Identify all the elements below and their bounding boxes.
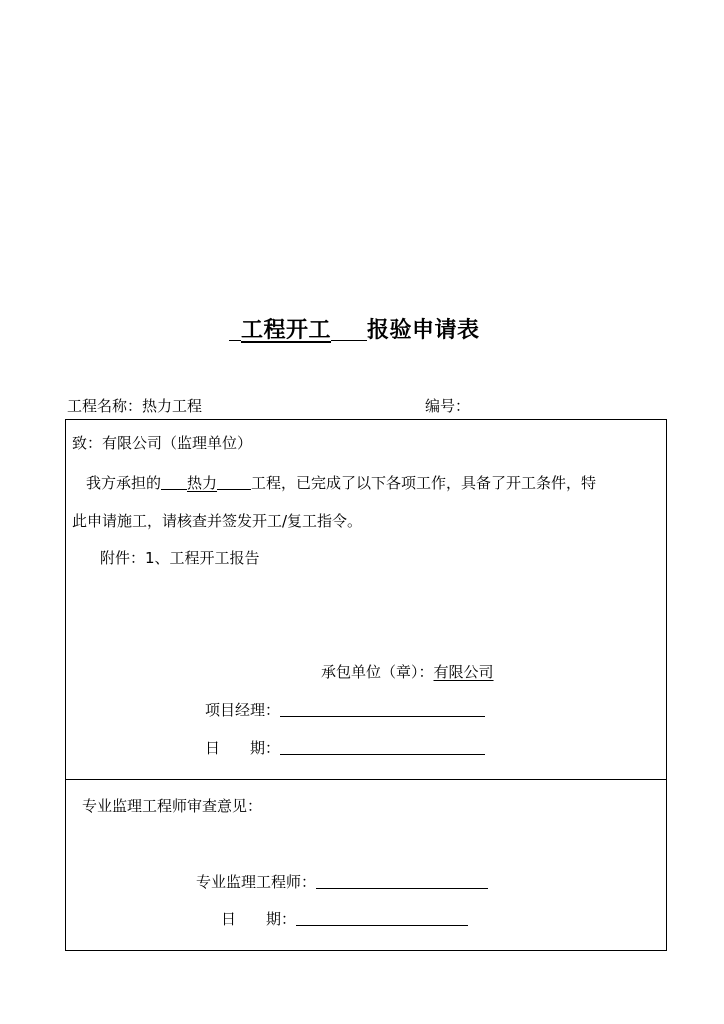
engineer-label: 专业监理工程师： xyxy=(196,873,317,891)
engineer-signature-line xyxy=(316,874,488,889)
pm-label: 项目经理： xyxy=(205,701,281,719)
body-part2: 工程，已完成了以下各项工作，具备了开工条件，特 xyxy=(251,474,597,492)
contractor-value: 有限公司 xyxy=(433,663,494,681)
body-part1: 我方承担的 xyxy=(86,474,162,492)
body-project: 热力 xyxy=(187,474,218,492)
title-suffix: 报验申请表 xyxy=(367,318,480,343)
pm-signature-line xyxy=(280,702,485,717)
date-row-1 xyxy=(205,737,485,758)
form-number-label: 编号： xyxy=(425,397,471,415)
date-row-2 xyxy=(221,908,468,929)
project-name-label: 工程名称： xyxy=(67,397,143,415)
date-label-2: 日 期： xyxy=(221,910,297,928)
title-prefix: 工程开工 xyxy=(241,318,332,343)
blank-underline xyxy=(161,475,187,490)
project-manager-row xyxy=(205,699,485,720)
date-label-1: 日 期： xyxy=(205,739,281,757)
project-name-value: 热力工程 xyxy=(142,397,203,415)
engineer-row xyxy=(196,871,488,892)
contractor-label: 承包单位（章）： xyxy=(321,663,434,681)
body-line-2: 此申请施工，请核查并签发开工/复工指令。 xyxy=(72,512,363,530)
date-line-1 xyxy=(280,740,485,755)
review-opinion-label: 专业监理工程师审查意见： xyxy=(82,797,263,815)
attachment-line: 附件：1、工程开工报告 xyxy=(100,549,260,567)
contractor-row xyxy=(321,661,494,682)
date-line-2 xyxy=(296,911,468,926)
recipient-line: 致：有限公司（监理单位） xyxy=(72,434,253,452)
body-line-1 xyxy=(86,472,596,493)
section-divider xyxy=(65,779,667,780)
blank-underline xyxy=(217,475,251,490)
title-underline-lead xyxy=(229,339,241,341)
form-title xyxy=(229,313,480,344)
title-underline-gap xyxy=(331,339,367,341)
project-name-row xyxy=(67,395,202,416)
